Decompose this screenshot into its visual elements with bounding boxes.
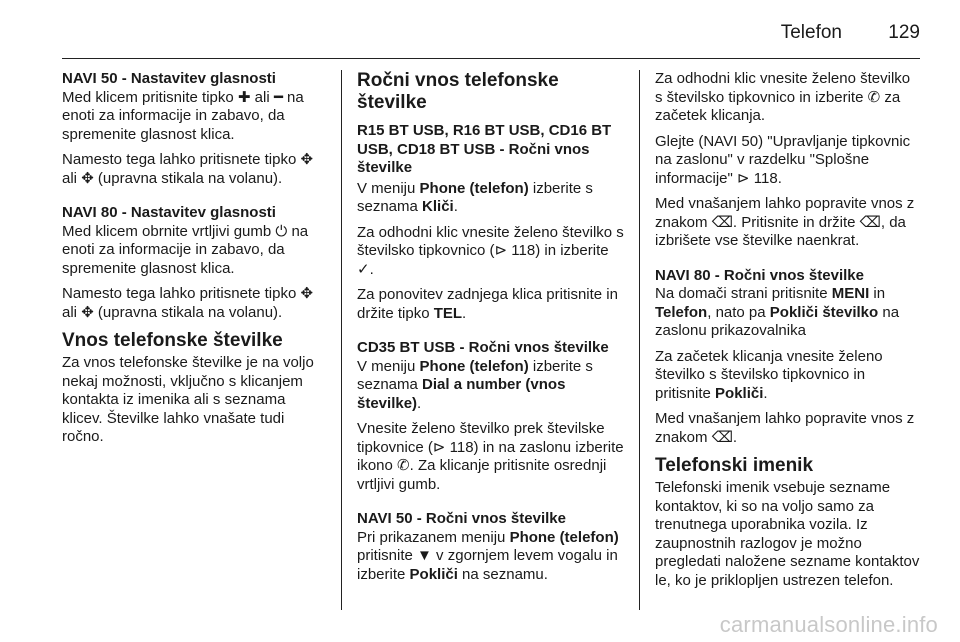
paragraph: Za odhodni klic vnesite želeno številko s številsko tipkovnico in izberite ✆ za začetek klicanja.	[655, 70, 911, 124]
backspace-icon: ⌫	[859, 213, 881, 231]
paragraph: Za vnos telefonske številke je na voljo nekaj možnosti, vključno s klicanjem kontakta iz imenika ali s seznama klicev. Številke lahko vnašate tudi ročno.	[62, 354, 314, 445]
column-2	[357, 70, 625, 591]
paragraph: Telefonski imenik vsebuje sezname kontaktov, ki so na voljo samo za trenutnega uporabnika vozila. Iz zaupnostnih razlogov je možno pregledati naložene sezname kontaktov le, ko je priklopljen ustrezen telefon.	[655, 479, 920, 589]
paragraph: V meniju Phone (telefon) izberite s seznama Dial a number (vnos številke).	[357, 357, 593, 412]
paragraph: Namesto tega lahko pritisnete tipko ✥ ali ✥ (upravna stikala na volanu).	[62, 151, 314, 187]
column-3	[655, 70, 920, 597]
reference-icon: ⊳	[494, 242, 508, 259]
column-divider-2	[639, 70, 640, 610]
paragraph: Za odhodni klic vnesite želeno številko s številsko tipkovnico (⊳ 118) in izberite ✓.	[357, 223, 624, 278]
heading-navi80-manual: NAVI 80 - Ročni vnos številke	[655, 266, 864, 284]
paragraph: Med vnašanjem lahko popravite vnos z znakom ⌫.	[655, 410, 915, 446]
paragraph: Na domači strani pritisnite MENI in Telefon, nato pa Pokliči številko na zaslonu prikazovalnika	[655, 285, 900, 339]
plus-icon: ✚	[237, 88, 251, 106]
minus-icon: ━	[273, 88, 283, 106]
phone-icon: ✆	[867, 88, 881, 106]
column-divider-1	[341, 70, 342, 610]
wheel-up-icon: ✥	[300, 151, 314, 168]
paragraph: Namesto tega lahko pritisnete tipko ✥ ali ✥ (upravna stikala na volanu).	[62, 285, 314, 321]
wheel-down-icon: ✥	[81, 303, 94, 321]
paragraph: Za ponovitev zadnjega klica pritisnite in držite tipko TEL.	[357, 286, 618, 322]
paragraph: Med klicem obrnite vrtljivi gumb ⏻ na enoti za informacije in zabavo, da spremenite glasnost klica.	[62, 222, 309, 277]
backspace-icon: ⌫	[711, 213, 733, 231]
header-divider	[62, 58, 920, 59]
page-title: Telefon	[780, 22, 842, 43]
heading-navi50-volume: NAVI 50 - Nastavitev glasnosti	[62, 70, 276, 87]
page-header	[62, 20, 920, 56]
page-number: 129	[888, 22, 920, 43]
paragraph: Glejte (NAVI 50) "Upravljanje tipkovnic na zaslonu" v razdelku "Splošne informacije" ⊳ 118.	[655, 132, 911, 187]
phone-icon: ✆	[397, 457, 410, 474]
paragraph: Vnesite želeno številko prek številske tipkovnice (⊳ 118) in na zaslonu izberite ikono ✆. Za klicanje pritisnite osrednji vrtljivi gumb.	[357, 420, 624, 493]
paragraph: Med klicem pritisnite tipko ✚ ali ━ na enoti za informacije in zabavo, da spremenite glasnost klica.	[62, 88, 304, 143]
heading-phonebook: Telefonski imenik	[655, 455, 814, 476]
reference-icon: ⊳	[737, 169, 750, 187]
paragraph: Med vnašanjem lahko popravite vnos z znakom ⌫. Pritisnite in držite ⌫, da izbrišete vse številke naenkrat.	[655, 195, 915, 249]
paragraph: Za začetek klicanja vnesite želeno številko s številsko tipkovnico in pritisnite Pokliči.	[655, 347, 883, 402]
heading-cd35: CD35 BT USB - Ročni vnos številke	[357, 339, 609, 356]
wheel-down-icon: ✥	[81, 169, 94, 187]
backspace-icon: ⌫	[711, 428, 733, 446]
knob-icon: ⏻	[275, 222, 288, 240]
wheel-up-icon: ✥	[300, 285, 314, 302]
paragraph: V meniju Phone (telefon) izberite s seznama Kliči.	[357, 179, 593, 215]
paragraph: Pri prikazanem meniju Phone (telefon) pritisnite ▼ v zgornjem levem vogalu in izberite Pokliči na seznamu.	[357, 528, 619, 583]
watermark: carmanualsonline.info	[719, 612, 938, 637]
down-triangle-icon: ▼	[417, 547, 432, 564]
handset-icon: ✓	[357, 260, 370, 278]
reference-icon: ⊳	[432, 438, 446, 456]
heading-manual-entry: Ročni vnos telefonske številke	[357, 70, 559, 113]
heading-r15: R15 BT USB, R16 BT USB, CD16 BT USB, CD18 BT USB - Ročni vnos številke	[357, 122, 612, 176]
heading-number-entry: Vnos telefonske številke	[62, 330, 283, 351]
column-1	[62, 70, 330, 454]
heading-navi80-volume: NAVI 80 - Nastavitev glasnosti	[62, 204, 276, 221]
heading-navi50-manual: NAVI 50 - Ročni vnos številke	[357, 510, 566, 527]
